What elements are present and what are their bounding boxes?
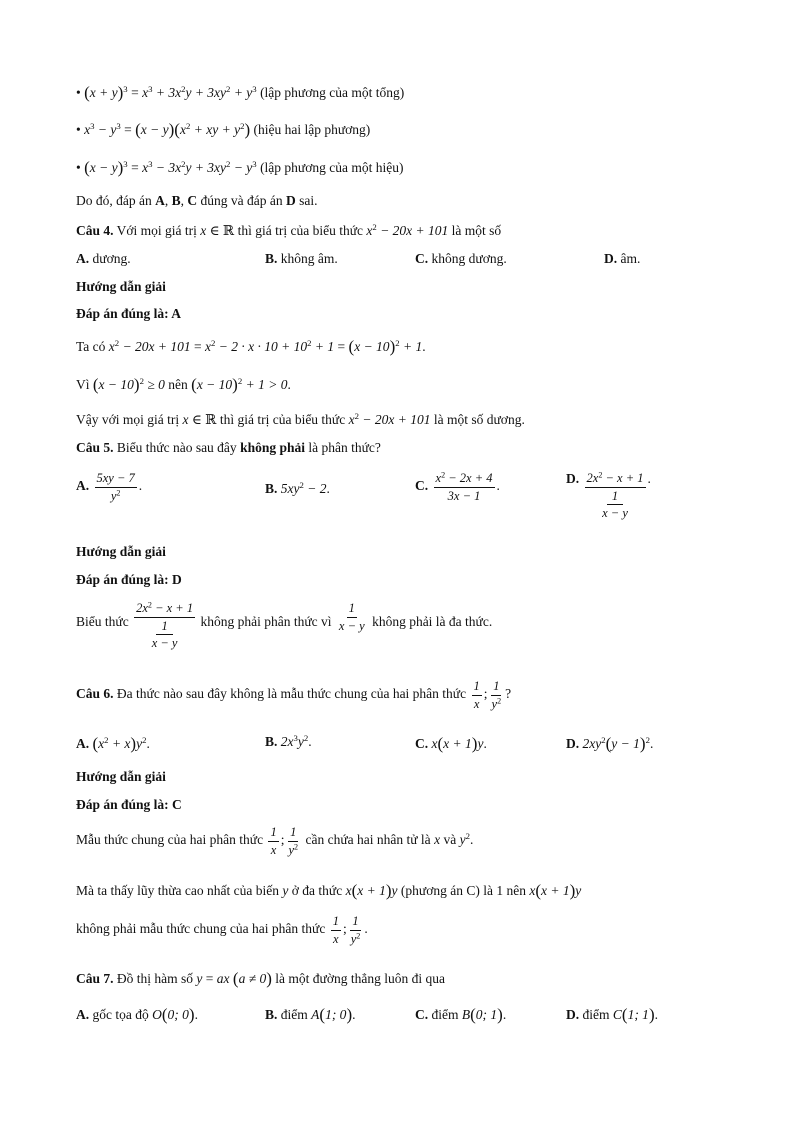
q4-answer: Đáp án đúng là: A [76,306,182,321]
q4-option-d: D. âm. [604,251,641,266]
q5-option-d: D. $\frac{2x^2 - x + 1}{\frac{1}{x - y}}$ . [566,470,651,520]
q4-option-b: B. không âm. [265,251,338,266]
identity-diff-cube: • $(x - y)^3 = x^3 - 3x^2y + 3xy^2 - y^3$ (lập phương của một hiệu) [76,158,404,177]
q7-option-b: B. điểm A(1; 0). [265,1005,356,1024]
q4-solution-step2: Vì $(x - 10)^2 \ge 0$ nên $(x - 10)^2 + 1 > 0$. [76,375,291,394]
q6-label: Câu 6. [76,686,114,702]
identity-diff-cube-note: (lập phương của một hiệu) [260,160,404,175]
q4-question: Câu 4. Với mọi giá trị x ∈ ℝ thì giá trị của biểu thức $x^2 - 20x + 101$ là một số [76,222,502,238]
q6-option-b: B. $2x^3y^2$. [265,733,312,749]
identity-sum-cube-note: (lập phương của một tổng) [260,85,405,100]
q7-label: Câu 7. [76,971,114,986]
q5-solution: Biểu thức $\frac{2x^2 - x + 1}{\frac{1}{x - y}}$ không phải phân thức vì $\frac{1}{x - y}$ không phải là đa thức. [76,600,493,650]
q5-answer: Đáp án đúng là: D [76,572,182,587]
q6-answer: Đáp án đúng là: C [76,797,182,812]
q5-option-a: A. $\frac{5xy - 7}{y^2}$ . [76,471,143,503]
q4-option-c: C. không dương. [415,251,507,266]
q6-solution-line2: Mà ta thấy lũy thừa cao nhất của biến y ở đa thức x(x + 1)y (phương án C) là 1 nên x(x + 1)y [76,881,582,900]
q6-option-d: D. $2xy^2(y - 1)^2$. [566,734,654,753]
q7-option-a: A. gốc tọa độ O(0; 0). [76,1005,198,1024]
q5-question: Câu 5. Biểu thức nào sau đây không phải là phân thức? [76,440,381,455]
q6-question: Câu 6. Đa thức nào sau đây không là mẫu thức chung của hai phân thức $\frac{1}{x}$ ; $\frac{1}{y^2}$ ? [76,679,512,711]
q4-guide-heading: Hướng dẫn giải [76,279,166,294]
q7-question: Câu 7. Đồ thị hàm số y = ax (a ≠ 0) là một đường thẳng luôn đi qua [76,969,445,988]
bullets-conclusion: Do đó, đáp án A, B, C đúng và đáp án D sai. [76,193,318,208]
q7-option-d: D. điểm C(1; 1). [566,1005,658,1024]
q4-option-a: A. dương. [76,251,131,266]
q4-label: Câu 4. [76,223,114,238]
q6-solution-line3: không phải mẫu thức chung của hai phân thức $\frac{1}{x}$ ; $\frac{1}{y^2}$ . [76,914,368,946]
identity-diff-of-cubes: • $x^3 - y^3 = (x - y)(x^2$ + xy + $y^2$) (hiệu hai lập phương) [76,120,371,139]
q4-solution-step1: Ta có $x^2 - 20x + 101 = x^2 - 2 \cdot x \cdot 10 + 10^2 + 1 = (x - 10)^2 + 1$. [76,337,426,356]
q5-option-b: B. $5xy^2 - 2$. [265,480,330,496]
identity-diff-of-cubes-note: (hiệu hai lập phương) [253,122,371,137]
q5-option-c: C. $\frac{x^2 - 2x + 4}{3x - 1}$ . [415,470,500,503]
identity-sum-cube: • $(x + y)^3 = x^3 + 3x^2y + 3xy^2 + y^3$ (lập phương của một tổng) [76,83,405,102]
q6-option-c: C. x(x + 1)y. [415,734,487,753]
q7-option-c: C. điểm B(0; 1). [415,1005,507,1024]
q5-label: Câu 5. [76,440,114,455]
q6-solution-line1: Mẫu thức chung của hai phân thức $\frac{1}{x}$ ; $\frac{1}{y^2}$ cần chứa hai nhân tử là x và $y^2$. [76,825,474,857]
q6-option-a: A. $(x^2 + x)y^2$. [76,734,150,753]
q4-solution-step3: Vậy với mọi giá trị x ∈ ℝ thì giá trị của biểu thức $x^2 - 20x + 101$ là một số dương. [76,411,525,427]
q5-guide-heading: Hướng dẫn giải [76,544,166,559]
q6-guide-heading: Hướng dẫn giải [76,769,166,784]
